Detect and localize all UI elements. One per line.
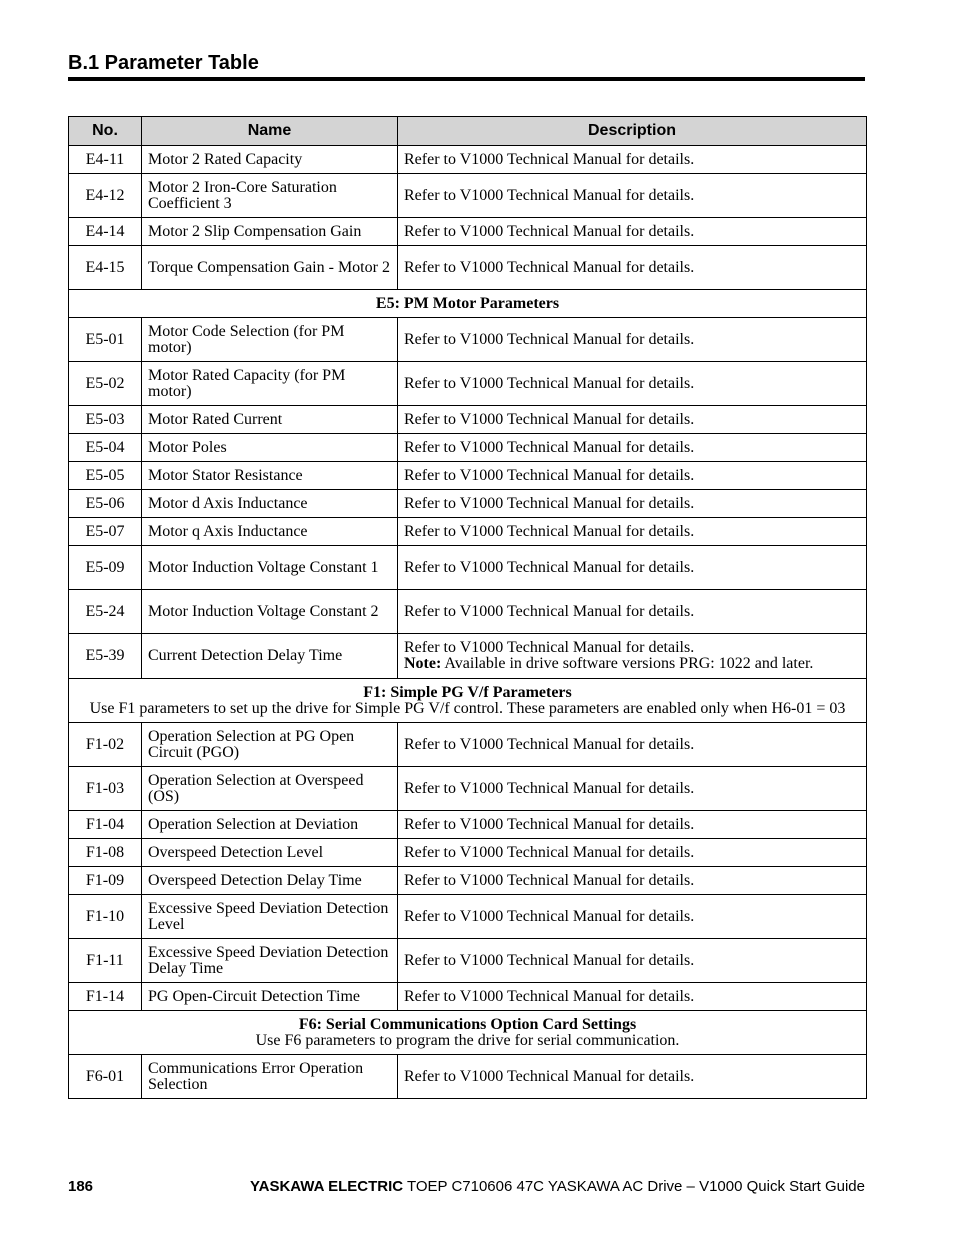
table-row xyxy=(69,362,867,406)
table-row xyxy=(69,867,867,895)
page-number: 186 xyxy=(68,1178,94,1195)
table-header-row xyxy=(69,117,867,146)
param-description: Refer to V1000 Technical Manual for details. xyxy=(398,490,867,518)
param-description: Refer to V1000 Technical Manual for details. xyxy=(398,895,867,939)
param-description: Refer to V1000 Technical Manual for details. xyxy=(398,1055,867,1099)
param-description: Refer to V1000 Technical Manual for details. xyxy=(398,518,867,546)
section-subtitle: Use F1 parameters to set up the drive for Simple PG V/f control. These parameters are enabled only when H6-01 = 03 xyxy=(89,699,846,717)
param-number: E5-07 xyxy=(69,518,142,546)
footer-brand: YASKAWA ELECTRIC xyxy=(250,1178,404,1195)
footer-doc-title: TOEP C710606 47C YASKAWA AC Drive – V1000 Quick Start Guide xyxy=(403,1178,865,1195)
table-row xyxy=(69,462,867,490)
param-description: Refer to V1000 Technical Manual for details. xyxy=(398,146,867,174)
param-name: Motor Rated Capacity (for PM motor) xyxy=(142,362,398,406)
table-row xyxy=(69,895,867,939)
param-number: F1-11 xyxy=(69,939,142,983)
param-name: Communications Error Operation Selection xyxy=(142,1055,398,1099)
param-number: E5-05 xyxy=(69,462,142,490)
param-description: Refer to V1000 Technical Manual for details. xyxy=(398,839,867,867)
footer-doc-info xyxy=(250,1178,865,1195)
param-number: E4-14 xyxy=(69,218,142,246)
section-row-f1 xyxy=(69,679,867,723)
param-number: F6-01 xyxy=(69,1055,142,1099)
param-number: F1-09 xyxy=(69,867,142,895)
table-row xyxy=(69,939,867,983)
param-description: Refer to V1000 Technical Manual for details. xyxy=(398,590,867,634)
table-row xyxy=(69,546,867,590)
table-row xyxy=(69,174,867,218)
param-name: Motor Rated Current xyxy=(142,406,398,434)
param-number: F1-08 xyxy=(69,839,142,867)
table-row xyxy=(69,723,867,767)
heading-rule xyxy=(68,77,865,81)
table-row xyxy=(69,983,867,1011)
table-row xyxy=(69,146,867,174)
param-name: Overspeed Detection Level xyxy=(142,839,398,867)
param-description: Refer to V1000 Technical Manual for details. xyxy=(398,939,867,983)
table-row xyxy=(69,246,867,290)
param-number: E5-02 xyxy=(69,362,142,406)
param-number: F1-03 xyxy=(69,767,142,811)
param-name: Operation Selection at Deviation xyxy=(142,811,398,839)
note-label: Note: xyxy=(404,655,442,672)
param-description: Refer to V1000 Technical Manual for details. xyxy=(398,867,867,895)
table-row xyxy=(69,318,867,362)
table-row xyxy=(69,634,867,679)
param-description: Refer to V1000 Technical Manual for details. xyxy=(398,434,867,462)
table-row xyxy=(69,1055,867,1099)
page-heading: B.1 Parameter Table xyxy=(68,52,259,74)
param-description: Refer to V1000 Technical Manual for details. xyxy=(398,318,867,362)
param-number: E4-15 xyxy=(69,246,142,290)
param-number: E4-12 xyxy=(69,174,142,218)
table-row xyxy=(69,767,867,811)
param-number: E4-11 xyxy=(69,146,142,174)
param-name: Motor Stator Resistance xyxy=(142,462,398,490)
table-row xyxy=(69,811,867,839)
param-number: E5-06 xyxy=(69,490,142,518)
column-header-no: No. xyxy=(69,117,142,146)
param-description: Refer to V1000 Technical Manual for details. xyxy=(398,174,867,218)
param-name: Motor 2 Iron-Core Saturation Coefficient 3 xyxy=(142,174,398,218)
note-text: Available in drive software versions PRG: 1022 and later. xyxy=(441,655,814,672)
param-name: Motor Induction Voltage Constant 1 xyxy=(142,546,398,590)
param-description: Refer to V1000 Technical Manual for details. xyxy=(398,218,867,246)
section-row-f6 xyxy=(69,1011,867,1055)
param-number: E5-39 xyxy=(69,634,142,679)
param-number: F1-02 xyxy=(69,723,142,767)
param-description: Refer to V1000 Technical Manual for details. xyxy=(398,767,867,811)
param-name: Motor Poles xyxy=(142,434,398,462)
table-row xyxy=(69,590,867,634)
param-name: Excessive Speed Deviation Detection Level xyxy=(142,895,398,939)
param-name: Operation Selection at PG Open Circuit (PGO) xyxy=(142,723,398,767)
param-name: Overspeed Detection Delay Time xyxy=(142,867,398,895)
param-description: Refer to V1000 Technical Manual for details. xyxy=(398,983,867,1011)
param-name: Motor 2 Rated Capacity xyxy=(142,146,398,174)
param-name: Operation Selection at Overspeed (OS) xyxy=(142,767,398,811)
column-header-description: Description xyxy=(398,117,867,146)
table-row xyxy=(69,490,867,518)
param-name: Motor Induction Voltage Constant 2 xyxy=(142,590,398,634)
param-number: E5-09 xyxy=(69,546,142,590)
param-description: Refer to V1000 Technical Manual for details. xyxy=(398,723,867,767)
param-number: E5-03 xyxy=(69,406,142,434)
param-number: E5-04 xyxy=(69,434,142,462)
param-number: F1-04 xyxy=(69,811,142,839)
param-number: E5-24 xyxy=(69,590,142,634)
param-description: Refer to V1000 Technical Manual for details. xyxy=(398,246,867,290)
param-name: Torque Compensation Gain - Motor 2 xyxy=(142,246,398,290)
param-description-text: Refer to V1000 Technical Manual for details. xyxy=(404,639,695,656)
param-name: Excessive Speed Deviation Detection Delay Time xyxy=(142,939,398,983)
param-description: Refer to V1000 Technical Manual for details. xyxy=(398,462,867,490)
param-description: Refer to V1000 Technical Manual for details. xyxy=(398,811,867,839)
section-title: F6: Serial Communications Option Card Settings xyxy=(298,1015,637,1033)
param-description xyxy=(398,634,867,679)
param-description: Refer to V1000 Technical Manual for details. xyxy=(398,546,867,590)
table-row xyxy=(69,518,867,546)
table-row xyxy=(69,839,867,867)
table-row xyxy=(69,434,867,462)
param-number: E5-01 xyxy=(69,318,142,362)
param-number: F1-14 xyxy=(69,983,142,1011)
param-name: Motor q Axis Inductance xyxy=(142,518,398,546)
param-name: Motor d Axis Inductance xyxy=(142,490,398,518)
param-description: Refer to V1000 Technical Manual for details. xyxy=(398,362,867,406)
param-name: Current Detection Delay Time xyxy=(142,634,398,679)
param-number: F1-10 xyxy=(69,895,142,939)
column-header-name: Name xyxy=(142,117,398,146)
section-title: E5: PM Motor Parameters xyxy=(375,294,560,312)
param-name: Motor 2 Slip Compensation Gain xyxy=(142,218,398,246)
param-name: Motor Code Selection (for PM motor) xyxy=(142,318,398,362)
param-name: PG Open-Circuit Detection Time xyxy=(142,983,398,1011)
table-row xyxy=(69,406,867,434)
section-row-e5 xyxy=(69,290,867,318)
section-subtitle: Use F6 parameters to program the drive for serial communication. xyxy=(255,1031,680,1049)
section-title: F1: Simple PG V/f Parameters xyxy=(363,683,572,701)
param-description: Refer to V1000 Technical Manual for details. xyxy=(398,406,867,434)
table-row xyxy=(69,218,867,246)
parameter-table xyxy=(68,116,867,1099)
